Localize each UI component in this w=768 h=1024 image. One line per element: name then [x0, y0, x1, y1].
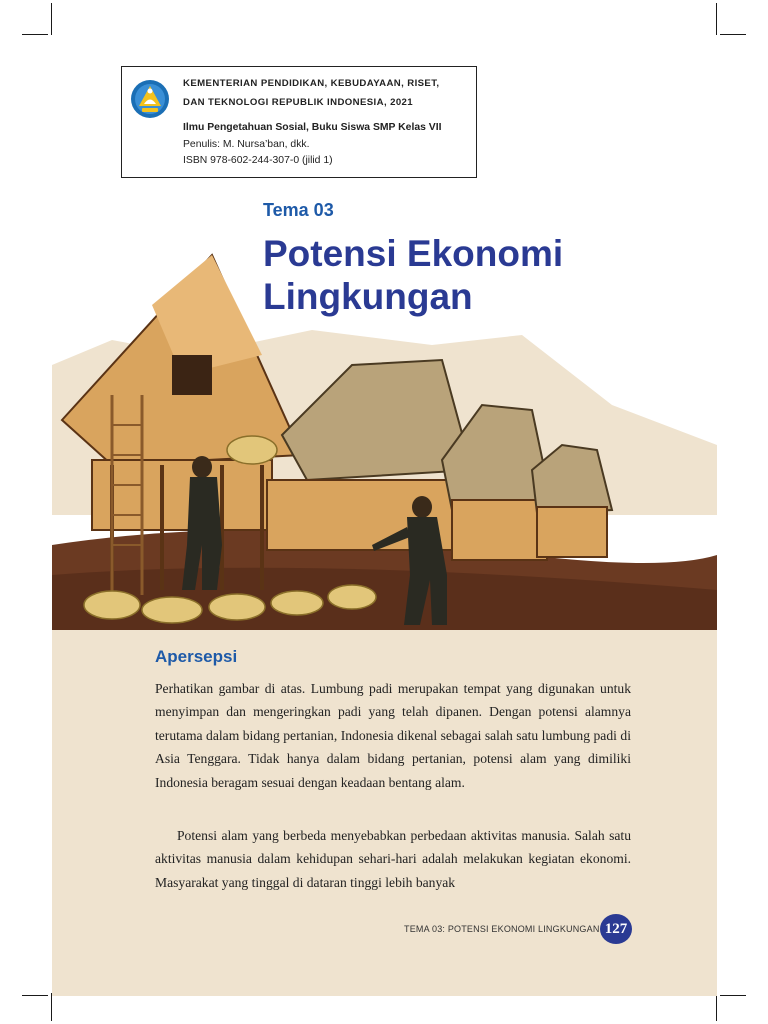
crop-mark: [22, 34, 48, 35]
crop-mark: [720, 34, 746, 35]
isbn-line: ISBN 978-602-244-307-0 (jilid 1): [183, 155, 333, 166]
paragraph: Perhatikan gambar di atas. Lumbung padi merupakan tempat yang digunakan untuk menyimpan dan mengeringkan padi yang telah dipanen. Dengan potensi alamnya terutama dalam bidang pertanian, Indonesia dikenal sebagai salah satu lumbung padi di Asia Tenggara. Tidak hanya dalam bidang pertanian, potensi alam yang dimiliki Indonesia beragam sesuai dengan keadaan bentang alam.: [155, 681, 631, 790]
crop-mark: [51, 993, 52, 1021]
section-heading: Apersepsi: [155, 647, 238, 666]
publication-info-box: [121, 66, 477, 178]
author-line: Penulis: M. Nursa’ban, dkk.: [183, 139, 310, 150]
crop-mark: [716, 993, 717, 1021]
crop-mark: [51, 3, 52, 35]
crop-mark: [22, 995, 48, 996]
page-number: 127: [600, 914, 632, 944]
chapter-label: Tema 03: [263, 200, 334, 220]
crop-mark: [716, 3, 717, 35]
tut-wuri-handayani-logo: [130, 79, 170, 119]
publisher-line-2: DAN TEKNOLOGI REPUBLIK INDONESIA, 2021: [183, 97, 414, 108]
running-footer: TEMA 03: POTENSI EKONOMI LINGKUNGAN: [404, 924, 600, 934]
chapter-title: Potensi Ekonomi Lingkungan: [263, 233, 564, 317]
book-title: Ilmu Pengetahuan Sosial, Buku Siswa SMP Kelas VII: [183, 122, 442, 133]
crop-mark: [720, 995, 746, 996]
paragraph: Potensi alam yang berbeda menyebabkan perbedaan aktivitas manusia. Salah satu aktivitas manusia dalam kehidupan sehari-hari adalah melakukan kegiatan ekonomi. Masyarakat yang tinggal di dataran tinggi lebih banyak: [155, 828, 631, 890]
publisher-line-1: KEMENTERIAN PENDIDIKAN, KEBUDAYAAN, RISET,: [183, 78, 440, 89]
